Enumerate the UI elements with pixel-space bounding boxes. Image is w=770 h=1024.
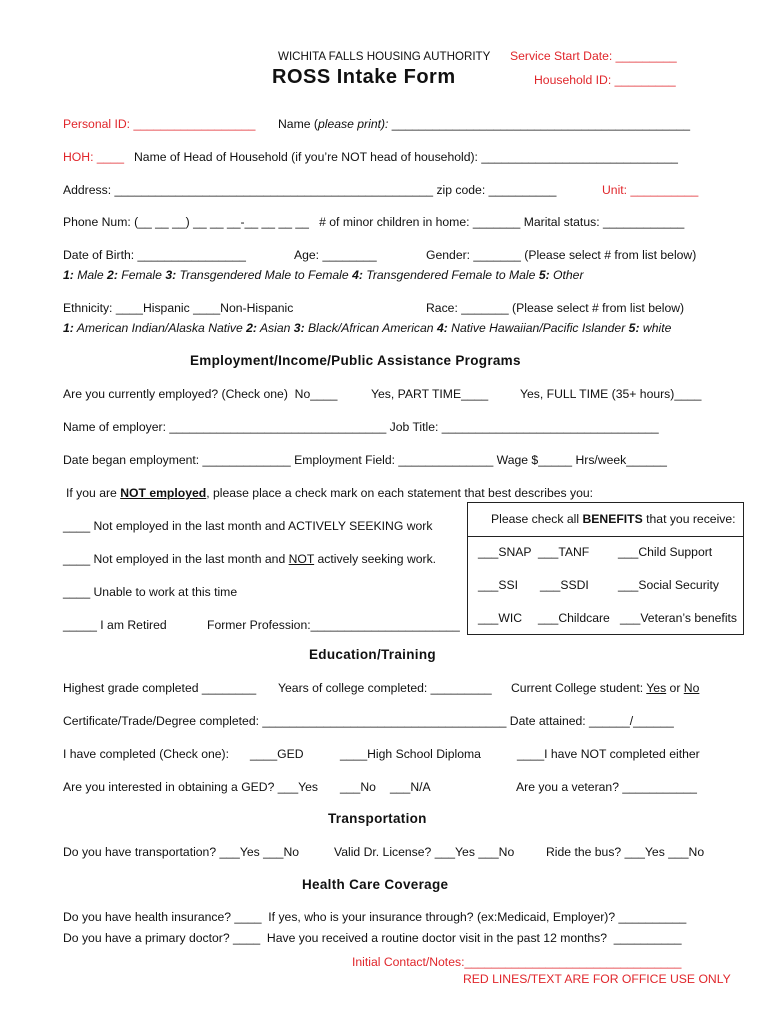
phone-children-marital-row[interactable]: Phone Num: (__ __ __) __ __ __-__ __ __ __ # of minor children in home: _______ Marital status: ____________ (63, 215, 685, 229)
not-seeking-work-option[interactable] (63, 552, 436, 567)
dob-field[interactable]: Date of Birth: ________________ (63, 248, 246, 262)
not-seeking-post: actively seeking work. (314, 552, 437, 566)
not-employed-instruction (66, 486, 593, 501)
not-seeking-emph: NOT (288, 552, 315, 566)
certificate-row[interactable]: Certificate/Trade/Degree completed: ____________________________________ Date attained: ______/______ (63, 714, 674, 728)
ged-interest-na[interactable]: ___N/A (390, 780, 431, 794)
benefits-divider (468, 536, 743, 537)
race-opt-5: white (639, 321, 672, 335)
race-opt-1-num: 1: (63, 321, 74, 335)
gender-field[interactable]: Gender: _______ (Please select # from list below) (426, 248, 697, 262)
currently-employed-question[interactable]: Are you currently employed? (Check one) No____ (63, 387, 338, 401)
health-heading: Health Care Coverage (302, 877, 449, 892)
gender-opt-3-num: 3: (165, 268, 177, 282)
head-of-household-name-field[interactable]: Name of Head of Household (if you’re NOT head of household): _____________________________ (134, 150, 678, 164)
benefit-child-support[interactable]: ___Child Support (618, 545, 713, 559)
gender-options (63, 268, 584, 283)
race-opt-4: Native Hawaiian/Pacific Islander (447, 321, 629, 335)
gender-opt-5: Other (549, 268, 584, 282)
gender-opt-1-num: 1: (63, 268, 74, 282)
highest-grade-field[interactable]: Highest grade completed ________ (63, 681, 257, 695)
former-profession-field[interactable]: Former Profession:______________________ (207, 618, 460, 632)
office-use-note: RED LINES/TEXT ARE FOR OFFICE USE ONLY (463, 972, 731, 986)
benefit-social-security[interactable]: ___Social Security (618, 578, 719, 592)
benefit-veterans[interactable]: ___Veteran’s benefits (620, 611, 738, 625)
current-student-label: Current College student: (511, 681, 647, 695)
ged-interest-no[interactable]: ___No (340, 780, 376, 794)
form-title: ROSS Intake Form (272, 66, 456, 88)
not-employed-pre: If you are (66, 486, 121, 500)
benefit-ssdi[interactable]: ___SSDI (540, 578, 589, 592)
seeking-work-option[interactable]: ____ Not employed in the last month and ACTIVELY SEEKING work (63, 519, 433, 533)
gender-opt-4-num: 4: (352, 268, 363, 282)
employment-heading: Employment/Income/Public Assistance Programs (190, 353, 521, 368)
benefits-post: that you receive: (642, 512, 736, 526)
household-id-field[interactable]: Household ID: _________ (534, 73, 676, 87)
date-began-row[interactable]: Date began employment: _____________ Employment Field: ______________ Wage $_____ Hrs/week______ (63, 453, 667, 467)
education-heading: Education/Training (309, 647, 436, 662)
race-opt-4-num: 4: (436, 321, 448, 335)
initial-contact-notes-field[interactable]: Initial Contact/Notes:________________________________ (352, 955, 682, 969)
veteran-field[interactable]: Are you a veteran? ___________ (516, 780, 697, 794)
gender-opt-1: Male (73, 268, 108, 282)
gender-opt-2: Female (117, 268, 166, 282)
race-opt-2: Asian (256, 321, 294, 335)
ged-option[interactable]: ____GED (250, 747, 304, 761)
race-options (63, 321, 671, 336)
ethnicity-field[interactable]: Ethnicity: ____Hispanic ____Non-Hispanic (63, 301, 294, 315)
race-opt-1: American Indian/Alaska Native (73, 321, 247, 335)
benefit-childcare[interactable]: ___Childcare (538, 611, 610, 625)
age-field[interactable]: Age: ________ (294, 248, 377, 262)
part-time-option[interactable]: Yes, PART TIME____ (371, 387, 489, 401)
race-opt-2-num: 2: (246, 321, 257, 335)
race-opt-3-num: 3: (293, 321, 305, 335)
current-student-or: or (666, 681, 684, 695)
completed-label: I have completed (Check one): (63, 747, 229, 761)
unable-to-work-option[interactable]: ____ Unable to work at this time (63, 585, 238, 599)
retired-option[interactable]: _____ I am Retired (63, 618, 167, 632)
not-completed-option[interactable]: ____I have NOT completed either (517, 747, 700, 761)
gender-opt-2-num: 2: (107, 268, 118, 282)
full-time-option[interactable]: Yes, FULL TIME (35+ hours)____ (520, 387, 702, 401)
benefit-wic[interactable]: ___WIC (478, 611, 523, 625)
benefits-emph: BENEFITS (582, 512, 643, 526)
hs-diploma-option[interactable]: ____High School Diploma (340, 747, 481, 761)
unit-field[interactable]: Unit: __________ (602, 183, 699, 197)
college-years-field[interactable]: Years of college completed: _________ (278, 681, 492, 695)
ged-interest-question[interactable]: Are you interested in obtaining a GED? ___Yes (63, 780, 318, 794)
doctor-row[interactable]: Do you have a primary doctor? ____ Have you received a routine doctor visit in the past 12 months? __________ (63, 931, 682, 945)
agency-name: WICHITA FALLS HOUSING AUTHORITY (278, 50, 491, 63)
transportation-heading: Transportation (328, 811, 427, 826)
personal-id-field[interactable]: Personal ID: __________________ (63, 117, 256, 131)
current-student-no[interactable]: No (683, 681, 700, 695)
name-field[interactable] (278, 117, 690, 132)
bus-question[interactable]: Ride the bus? ___Yes ___No (546, 845, 705, 859)
gender-opt-3: Transgendered Male to Female (176, 268, 353, 282)
current-student-field[interactable] (511, 681, 699, 696)
not-employed-emph: NOT employed (120, 486, 207, 500)
benefits-heading (491, 512, 736, 527)
name-label-italic: please print): (317, 117, 389, 131)
employer-jobtitle-row[interactable]: Name of employer: ________________________________ Job Title: ________________________________ (63, 420, 659, 434)
address-field[interactable]: Address: _______________________________________________ zip code: __________ (63, 183, 557, 197)
current-student-yes[interactable]: Yes (646, 681, 667, 695)
not-seeking-pre: ____ Not employed in the last month and (63, 552, 289, 566)
transportation-question[interactable]: Do you have transportation? ___Yes ___No (63, 845, 300, 859)
race-opt-5-num: 5: (628, 321, 640, 335)
race-field[interactable]: Race: _______ (Please select # from list below) (426, 301, 685, 315)
benefit-snap[interactable]: ___SNAP (478, 545, 532, 559)
race-opt-3: Black/African American (304, 321, 437, 335)
benefit-tanf[interactable]: ___TANF (538, 545, 590, 559)
gender-opt-4: Transgendered Female to Male (362, 268, 539, 282)
name-label: Name ( (278, 117, 318, 131)
service-start-date-field[interactable]: Service Start Date: _________ (510, 49, 677, 63)
benefits-pre: Please check all (491, 512, 583, 526)
insurance-row[interactable]: Do you have health insurance? ____ If yes, who is your insurance through? (ex:Medicaid, Employer)? __________ (63, 910, 687, 924)
not-employed-post: , please place a check mark on each statement that best describes you: (206, 486, 594, 500)
gender-opt-5-num: 5: (538, 268, 550, 282)
license-question[interactable]: Valid Dr. License? ___Yes ___No (334, 845, 515, 859)
hoh-field[interactable]: HOH: ____ (63, 150, 124, 164)
benefit-ssi[interactable]: ___SSI (478, 578, 518, 592)
name-line[interactable]: ____________________________________________ (388, 117, 691, 131)
